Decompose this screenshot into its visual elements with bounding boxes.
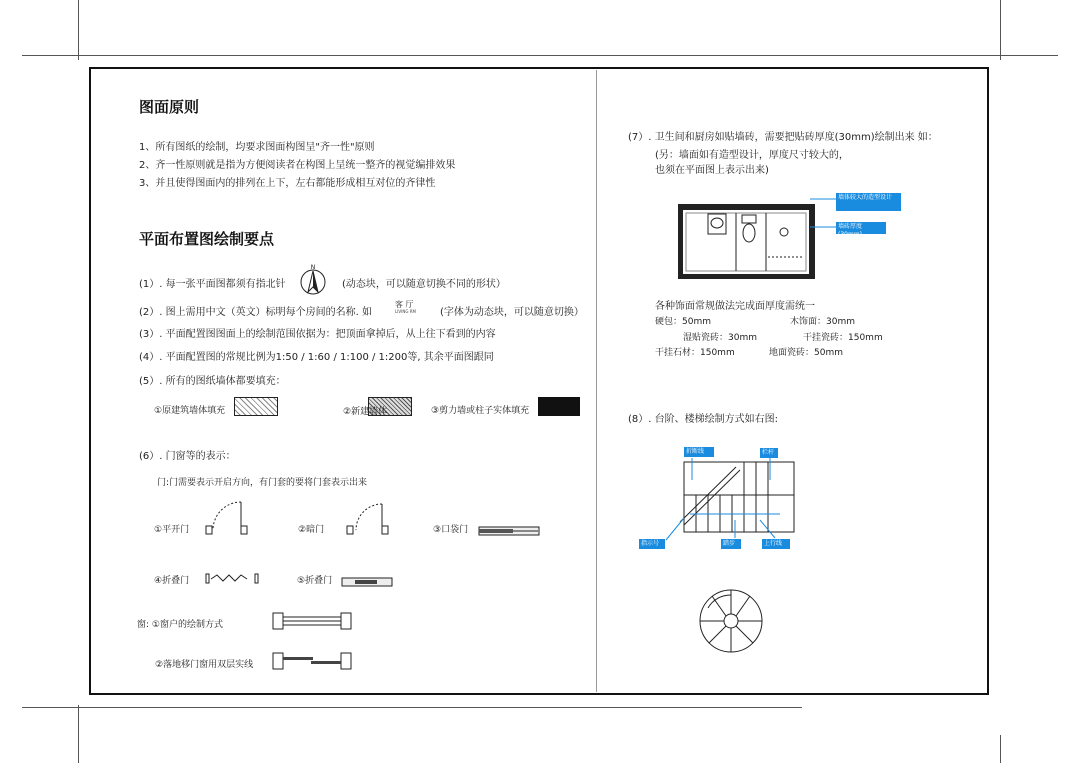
thickness-hardpack: 硬包：50mm [655, 317, 711, 327]
stair-tag-tread: 踏步 [721, 539, 741, 549]
thickness-dry-stone: 干挂石材：150mm [655, 348, 735, 358]
bottom-guide-line [22, 707, 802, 708]
item-3: (3）. 平面配置图图面上的绘制范围依据为：把顶面拿掉后，从上往下看到的内容 [139, 329, 496, 340]
left-guide-line-top [78, 0, 79, 60]
item-7-line-1: (7）. 卫生间和厨房如贴墙砖，需要把贴砖厚度(30mm)绘制出来 如： [628, 132, 938, 143]
door-label-swing: ①平开门 [154, 525, 190, 535]
north-arrow-icon [298, 262, 328, 296]
left-guide-line-bottom [78, 705, 79, 763]
right-guide-line-top [1000, 0, 1001, 60]
pocket-door-symbol [478, 521, 540, 531]
principle-2: 2、齐一性原则就是指为方便阅读者在构图上呈统一整齐的视觉编排效果 [139, 160, 456, 171]
top-guide-line [22, 55, 1058, 56]
principle-1: 1、所有图纸的绘制，均要求图面构图呈"齐一性"原则 [139, 142, 375, 153]
spiral-stair-drawing [698, 588, 764, 654]
item-4: (4）. 平面配置图的常规比例为1:50 / 1:60 / 1:100 / 1:200等, 其余平面图跟同 [139, 352, 494, 363]
window-label-1: 窗: ①窗户的绘制方式 [137, 620, 223, 630]
stair-tag-railing: 栏杆 [760, 448, 778, 458]
item-5: (5）. 所有的图纸墙体都要填充： [139, 376, 286, 387]
swing-door-symbol [205, 500, 249, 536]
folding-door-symbol-1 [205, 570, 259, 584]
door-label-hidden: ②暗门 [298, 525, 325, 535]
item-2-label: (2）. 图上需用中文（英文）标明每个房间的名称. 如 [139, 307, 372, 318]
thickness-wet-tile: 湿贴瓷砖：30mm [683, 333, 757, 343]
hidden-door-symbol [346, 500, 390, 536]
fill-label-new-wall: ②新建墙体 [343, 407, 388, 417]
section-title-drawing-principles: 图面原则 [139, 98, 200, 116]
fill-label-shear-wall: ③剪力墙或柱子实体填充 [431, 406, 530, 416]
room-name-sample: 客 厅 [395, 300, 414, 309]
stair-tag-up-line: 上行线 [762, 539, 790, 549]
annotation-tag-wall-design: 墙体较大的造型设计 [836, 193, 901, 211]
item-1-note: (动态块，可以随意切换不同的形状） [342, 279, 506, 290]
item-6: (6）. 门窗等的表示： [139, 451, 236, 462]
item-1-label: (1）. 每一张平面图都须有指北针 [139, 279, 286, 290]
folding-door-symbol-2 [341, 572, 393, 582]
annotation-tag-tile-thickness: 墙砖厚度(30mm) [836, 222, 886, 234]
door-label-folding-1: ④折叠门 [154, 576, 190, 586]
principle-3: 3、并且使得图面内的排列在上下，左右都能形成相互对位的齐律性 [139, 178, 436, 189]
fill-label-original-wall: ①原建筑墙体填充 [154, 406, 226, 416]
thickness-dry-tile: 干挂瓷砖：150mm [803, 333, 883, 343]
column-divider [596, 70, 597, 692]
item-7-line-2: (另：墙面如有造型设计，厚度尺寸较大的， [655, 150, 849, 161]
right-guide-line-bottom [1000, 735, 1001, 763]
thickness-wood-veneer: 木饰面：30mm [790, 317, 855, 327]
door-note: 门:门需要表示开启方向，有门套的要将门套表示出来 [157, 478, 368, 488]
door-label-folding-2: ⑤折叠门 [297, 576, 333, 586]
item-2-note: (字体为动态块，可以随意切换） [440, 307, 584, 318]
stair-tag-indicator: 指示号 [639, 539, 665, 549]
section-title-floor-plan: 平面布置图绘制要点 [139, 230, 275, 248]
stair-plan-drawing [640, 440, 820, 555]
room-name-sample-en: LIVING RM [395, 309, 416, 314]
sliding-window-symbol [272, 652, 352, 670]
thickness-title: 各种饰面常规做法完成面厚度需统一 [655, 301, 815, 312]
hatch-original-wall [234, 397, 278, 416]
stair-tag-break-line: 折断线 [684, 447, 714, 457]
window-label-2: ②落地移门窗用双层实线 [155, 660, 254, 670]
item-8: (8）. 台阶、楼梯绘制方式如右图: [628, 414, 778, 425]
item-7-line-3: 也须在平面图上表示出来) [655, 165, 769, 176]
svg-text:N: N [310, 264, 316, 271]
window-symbol [272, 612, 352, 630]
solid-fill-shear-wall [538, 397, 580, 416]
door-label-pocket: ③口袋门 [433, 525, 469, 535]
thickness-floor-tile: 地面瓷砖：50mm [769, 348, 843, 358]
